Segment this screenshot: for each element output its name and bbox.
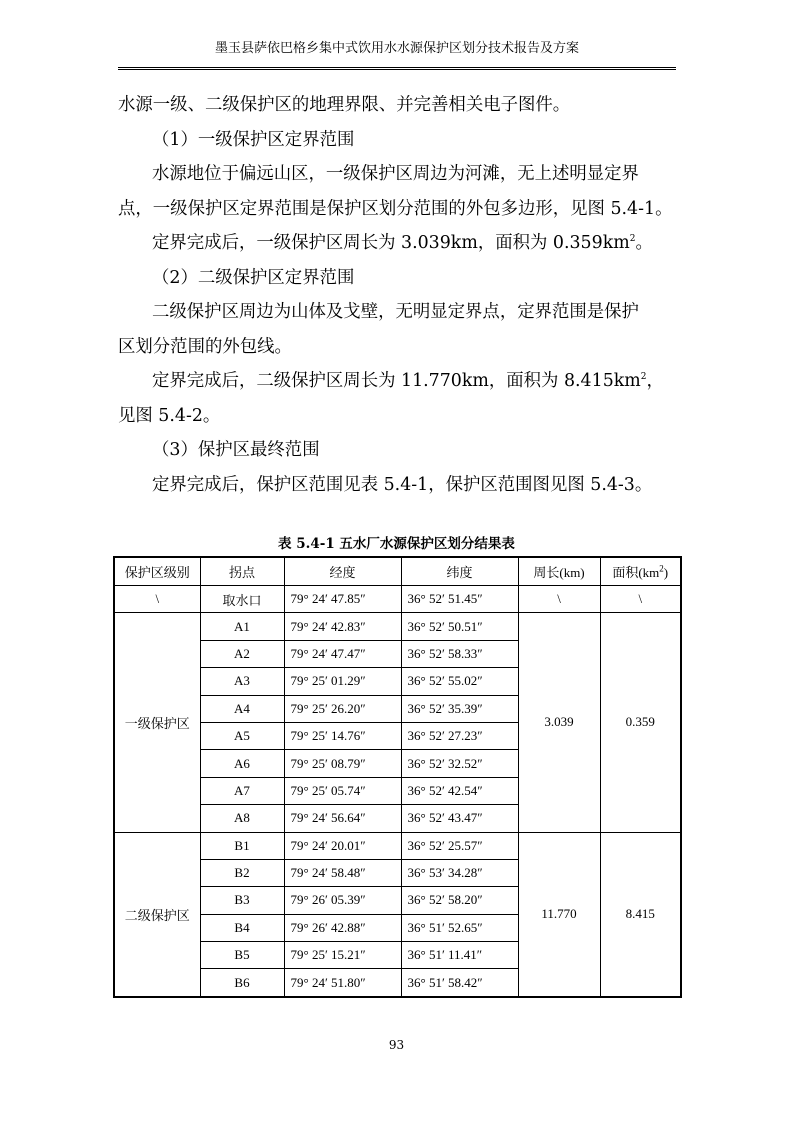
cell-point: A2 (200, 640, 284, 667)
cell-point: A8 (200, 805, 284, 832)
cell-latitude: 36° 52′ 50.51″ (401, 613, 518, 640)
running-header: 墨玉县萨依巴格乡集中式饮用水水源保护区划分技术报告及方案 (214, 41, 579, 56)
cell-perimeter: \ (518, 586, 600, 613)
cell-longitude: 79° 26′ 05.39″ (284, 887, 401, 914)
cell-point: A7 (200, 777, 284, 804)
cell-point: A1 (200, 613, 284, 640)
body-text (118, 88, 678, 502)
header-divider (118, 67, 676, 70)
paragraph-4-end: ， (646, 371, 664, 391)
paragraph-1-line-2: 点，一级保护区定界范围是保护区划分范围的外包多边形，见图 5.4-1。 (118, 198, 673, 219)
cell-longitude: 79° 24′ 42.83″ (284, 613, 401, 640)
paragraph-5: 定界完成后，保护区范围见表 5.4-1，保护区范围图见图 5.4-3。 (152, 474, 653, 495)
paragraph-4-line-2: 见图 5.4-2。 (118, 405, 221, 426)
area-header-suffix: ) (663, 565, 669, 580)
cell-longitude: 79° 25′ 08.79″ (284, 750, 401, 777)
area-header-prefix: 面积(km (612, 565, 660, 580)
cell-longitude: 79° 26′ 42.88″ (284, 914, 401, 941)
paragraph-1-line-1: 水源地位于偏远山区，一级保护区周边为河滩，无上述明显定界 (152, 164, 639, 184)
area-header-sup: 2 (659, 563, 664, 574)
paragraph-4 (118, 364, 678, 399)
cell-latitude: 36° 52′ 35.39″ (401, 695, 518, 722)
paragraph-2-text: 定界完成后，一级保护区周长为 3.039km，面积为 0.359km (152, 233, 630, 253)
table-row-intake (114, 586, 681, 613)
cell-longitude: 79° 24′ 20.01″ (284, 832, 401, 859)
cell-latitude: 36° 51′ 52.65″ (401, 914, 518, 941)
page-number: 93 (388, 1038, 405, 1052)
paragraph-4-text: 定界完成后，二级保护区周长为 11.770km，面积为 8.415km (152, 371, 641, 391)
cell-point: B2 (200, 859, 284, 886)
cell-area-level-1: 0.359 (600, 613, 681, 832)
cell-longitude: 79° 24′ 47.47″ (284, 640, 401, 667)
section-heading-1: （1）一级保护区定界范围 (152, 129, 355, 150)
table-row (114, 613, 681, 640)
cell-point: B6 (200, 969, 284, 997)
cell-latitude: 36° 52′ 58.20″ (401, 887, 518, 914)
cell-point: A5 (200, 722, 284, 749)
section-heading-3: （3）保护区最终范围 (152, 440, 320, 460)
cell-point: B3 (200, 887, 284, 914)
cell-latitude: 36° 52′ 25.57″ (401, 832, 518, 859)
col-header-perimeter: 周长(km) (518, 557, 600, 586)
cell-longitude: 79° 25′ 05.74″ (284, 777, 401, 804)
cell-point: 取水口 (200, 586, 284, 613)
cell-point: A6 (200, 750, 284, 777)
cell-area: \ (600, 586, 681, 613)
col-header-latitude: 纬度 (401, 557, 518, 586)
cell-level-2: 二级保护区 (114, 832, 200, 997)
cell-latitude: 36° 52′ 42.54″ (401, 777, 518, 804)
paragraph-continuation: 水源一级、二级保护区的地理界限、并完善相关电子图件。 (118, 95, 571, 115)
cell-latitude: 36° 52′ 55.02″ (401, 668, 518, 695)
cell-level-1: 一级保护区 (114, 613, 200, 832)
cell-latitude: 36° 51′ 11.41″ (401, 942, 518, 969)
cell-longitude: 79° 25′ 01.29″ (284, 668, 401, 695)
cell-area-level-2: 8.415 (600, 832, 681, 997)
cell-point: A3 (200, 668, 284, 695)
col-header-area (600, 557, 681, 586)
cell-perimeter-level-2: 11.770 (518, 832, 600, 997)
cell-latitude: 36° 52′ 58.33″ (401, 640, 518, 667)
cell-point: B4 (200, 914, 284, 941)
cell-longitude: 79° 25′ 14.76″ (284, 722, 401, 749)
cell-longitude: 79° 25′ 15.21″ (284, 942, 401, 969)
col-header-level: 保护区级别 (114, 557, 200, 586)
cell-latitude: 36° 53′ 34.28″ (401, 859, 518, 886)
paragraph-3-line-1: 二级保护区周边为山体及戈壁，无明显定界点，定界范围是保护 (152, 302, 639, 322)
superscript: 2 (640, 372, 647, 383)
cell-perimeter-level-1: 3.039 (518, 613, 600, 832)
cell-point: A4 (200, 695, 284, 722)
cell-latitude: 36° 51′ 58.42″ (401, 969, 518, 997)
cell-level: \ (114, 586, 200, 613)
cell-longitude: 79° 25′ 26.20″ (284, 695, 401, 722)
table-row (114, 832, 681, 859)
cell-point: B1 (200, 832, 284, 859)
cell-latitude: 36° 52′ 32.52″ (401, 750, 518, 777)
paragraph-2 (118, 226, 678, 261)
results-table (113, 556, 682, 998)
cell-latitude: 36° 52′ 51.45″ (401, 586, 518, 613)
section-heading-2: （2）二级保护区定界范围 (152, 267, 355, 288)
cell-latitude: 36° 52′ 43.47″ (401, 805, 518, 832)
cell-longitude: 79° 24′ 56.64″ (284, 805, 401, 832)
table-header-row (114, 557, 681, 586)
cell-longitude: 79° 24′ 58.48″ (284, 859, 401, 886)
col-header-longitude: 经度 (284, 557, 401, 586)
superscript: 2 (629, 234, 636, 245)
paragraph-3-line-2: 区划分范围的外包线。 (118, 336, 292, 357)
cell-point: B5 (200, 942, 284, 969)
cell-latitude: 36° 52′ 27.23″ (401, 722, 518, 749)
cell-longitude: 79° 24′ 51.80″ (284, 969, 401, 997)
col-header-point: 拐点 (200, 557, 284, 586)
table-caption: 表 5.4-1 五水厂水源保护区划分结果表 (278, 536, 515, 552)
cell-longitude: 79° 24′ 47.85″ (284, 586, 401, 613)
paragraph-2-end: 。 (635, 233, 653, 253)
